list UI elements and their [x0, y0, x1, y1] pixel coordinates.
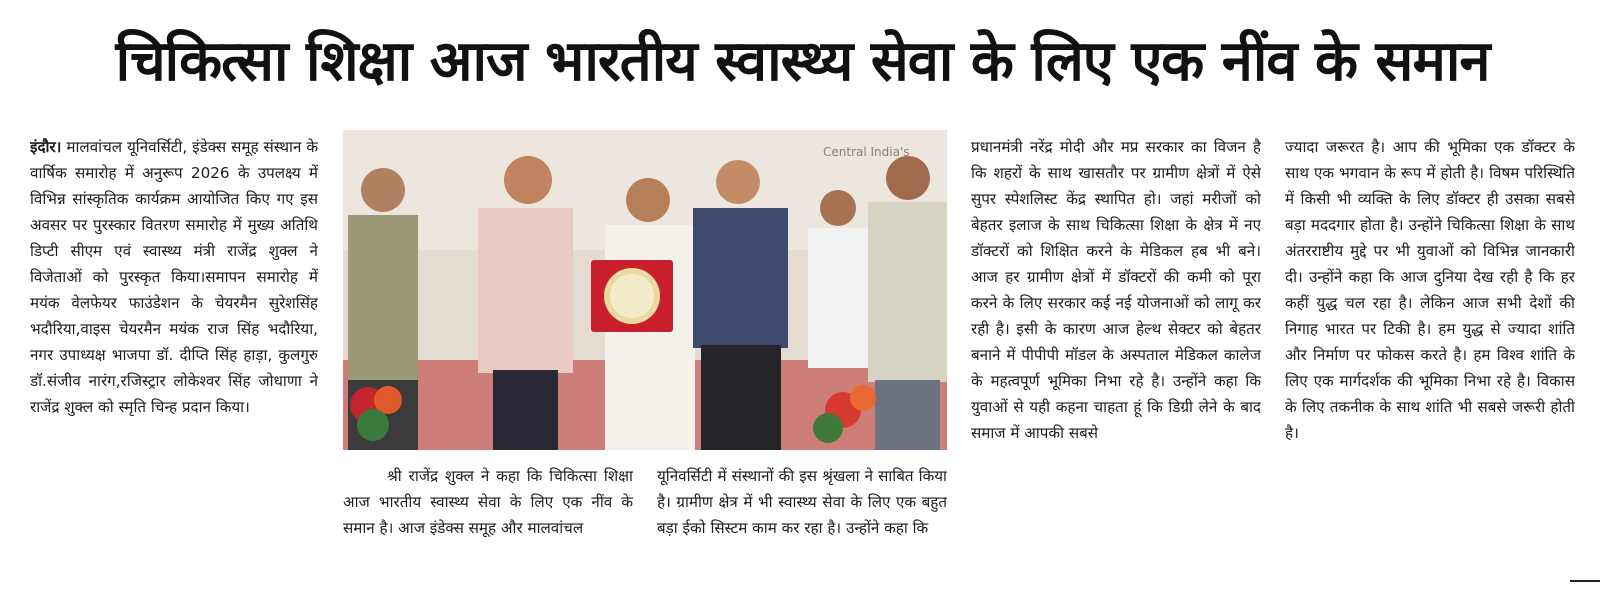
article-column-4 — [971, 134, 1261, 574]
dateline: इंदौर। — [30, 138, 62, 156]
article-column-2 — [343, 463, 633, 578]
article-column-3 — [657, 463, 947, 578]
headline: चिकित्सा शिक्षा आज भारतीय स्वास्थ्य सेवा के लिए एक नींव के समान — [115, 29, 1490, 94]
article-column-1-text: मालवांचल यूनिवर्सिटी, इंडेक्स समूह संस्थान के वार्षिक समारोह में अनुरूप 2026 के उपलक्ष्य में विभिन्न सांस्कृतिक कार्यक्रम आयोजित किए गए इस अवसर पर पुरस्कार वितरण समारोह में मुख्य अतिथि डिप्टी सीएम एवं स्वास्थ्य मंत्री राजेंद्र शुक्ल ने विजेताओं को पुरस्कृत किया।समापन समारोह में मयंक वेलफेयर फाउंडेशन के चेयरमैन सुरेशसिंह भदौरिया,वाइस चेयरमैन मयंक राज सिंह भदौरिया, नगर उपाध्यक्ष भाजपा डॉ. दीप्ति सिंह हाड़ा, कुलगुरु डॉ.संजीव नारंग,रजिस्ट्रार लोकेश्वर सिंह जोधाणा ने राजेंद्र शुक्ल को स्मृति चिन्ह प्रदान किया। — [30, 138, 318, 416]
article-column-2-text: श्री राजेंद्र शुक्ल ने कहा कि चिकित्सा शिक्षा आज भारतीय स्वास्थ्य सेवा के लिए एक नींव के समान है। आज इंडेक्स समूह और मालवांचल — [343, 467, 633, 537]
article-column-1 — [30, 134, 318, 574]
article-column-5-text: ज्यादा जरूरत है। आप की भूमिका एक डॉक्टर के साथ एक भगवान के रूप में होती है। विषम परिस्थिति में किसी भी व्यक्ति के लिए डॉक्टर ही उसका सबसे बड़ा मददगार होता है। उन्होंने चिकित्सा शिक्षा के साथ अंतरराष्टीय मुद्दे पर भी युवाओं को विभिन्न जानकारी दी। उन्होंने कहा कि आज दुनिया देख रही है कि हर कहीं युद्ध चल रहा है। लेकिन आज सभी देशों की निगाह भारत पर टिकी है। हम युद्ध से ज्यादा शांति और निर्माण पर फोकस करते है। हम विश्व शांति के लिए एक मार्गदर्शक की भूमिका निभा रहे है। विकास के लिए तकनीक के साथ शांति भी सबसे जरूरी होती है। — [1285, 138, 1575, 442]
article-column-5 — [1285, 134, 1575, 574]
event-photo — [343, 130, 947, 450]
article-column-3-text: यूनिवर्सिटी में संस्थानों की इस श्रृंखला ने साबित किया है। ग्रामीण क्षेत्र में भी स्वास्थ्य सेवा के लिए एक बहुत बड़ा ईको सिस्टम काम कर रहा है। उन्होंने कहा कि — [657, 467, 947, 537]
backdrop-text: Central India's — [823, 145, 910, 159]
article-column-4-text: प्रधानमंत्री नरेंद्र मोदी और मप्र सरकार का विजन है कि शहरों के साथ खासतौर पर ग्रामीण क्षेत्रों में ऐसे सुपर स्पेशलिस्ट केंद्र स्थापित हो। जहां मरीजों को बेहतर इलाज के साथ चिकित्सा शिक्षा के क्षेत्र में नए डॉक्टरों को शिक्षित करने के मेडिकल हब भी बने। आज हर ग्रामीण क्षेत्रों में डॉक्टरों की कमी को पूरा करने के लिए सरकार कई नई योजनाओं को लागू कर रही है। इसी के कारण आज हेल्थ सेक्टर को बेहतर बनाने में पीपीपी मॉडल के अस्पताल मेडिकल कालेज के महत्वपूर्ण भूमिका निभा रहे है। उन्होंने कहा कि युवाओं से यही कहना चाहता हूं कि डिग्री लेने के बाद समाज में आपकी सबसे — [971, 138, 1261, 442]
event-photo-illustration — [343, 130, 947, 450]
column-end-rule — [1570, 580, 1600, 582]
